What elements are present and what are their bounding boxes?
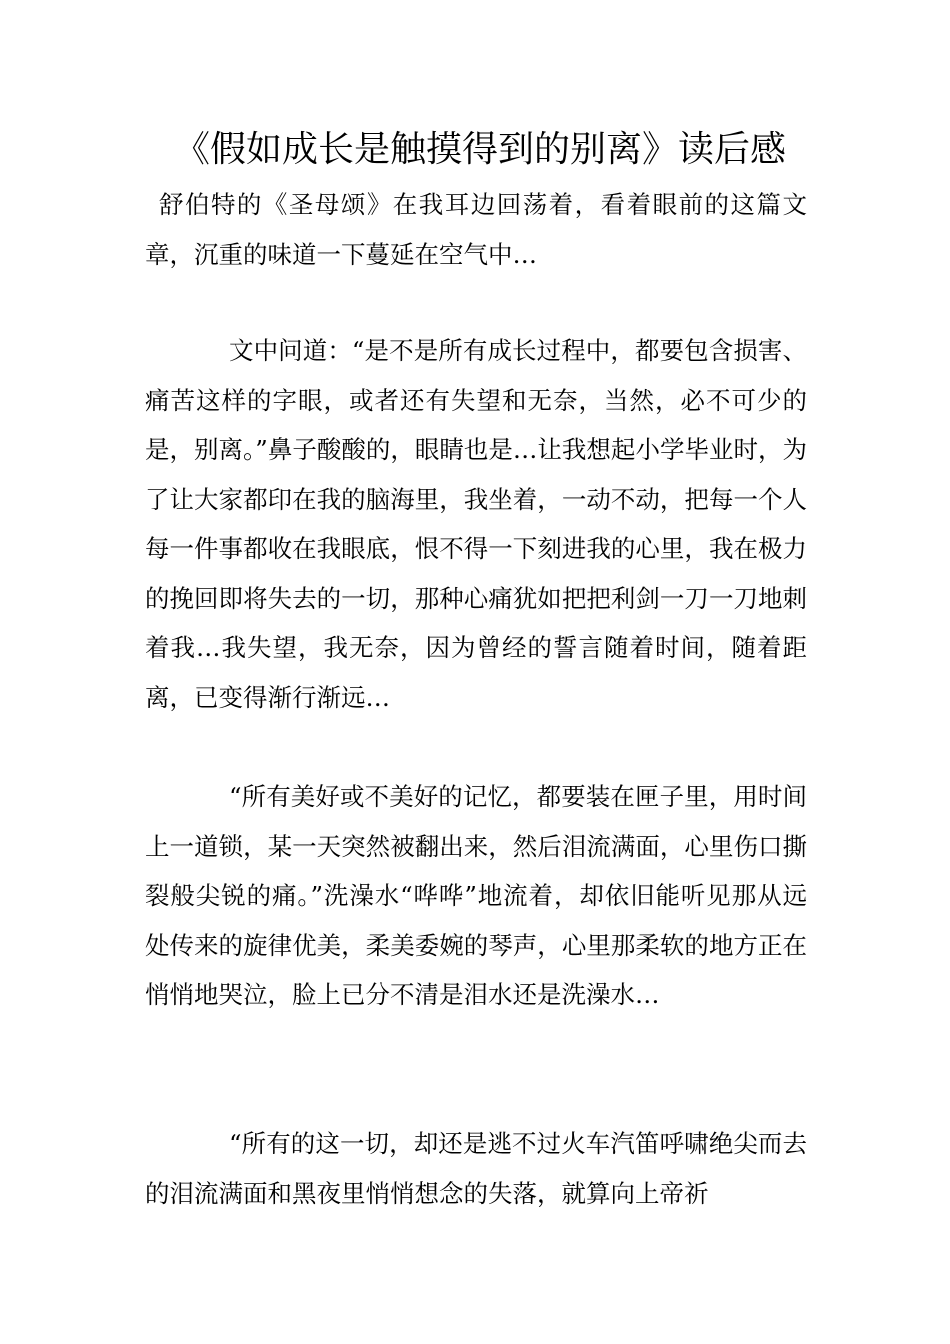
paragraph-3: “所有的这一切，却还是逃不过火车汽笛呼啸绝尖而去的泪流满面和黑夜里悄悄想念的失落，就算向上帝祈 xyxy=(145,1129,807,1208)
document-title: 《假如成长是触摸得到的别离》读后感 xyxy=(173,129,786,170)
paragraph-2: “所有美好或不美好的记忆，都要装在匣子里，用时间上一道锁，某一天突然被翻出来，然后泪流满面，心里伤口撕裂般尖锐的痛。”洗澡水“哗哗”地流着，却依旧能听见那从远处传来的旋律优美，柔美委婉的琴声，心里那柔软的地方正在悄悄地哭泣，脸上已分不清是泪水还是洗澡水… xyxy=(145,782,807,1009)
paragraph-intro: 舒伯特的《圣母颂》在我耳边回荡着，看着眼前的这篇文章，沉重的味道一下蔓延在空气中… xyxy=(145,190,807,269)
paragraph-1: 文中问道：“是不是所有成长过程中，都要包含损害、痛苦这样的字眼，或者还有失望和无奈，当然，必不可少的是，别离。”鼻子酸酸的，眼睛也是…让我想起小学毕业时，为了让大家都印在我的脑海里，我坐着，一动不动，把每一个人每一件事都收在我眼底，恨不得一下刻进我的心里，我在极力的挽回即将失去的一切，那种心痛犹如把把利剑一刀一刀地刺着我…我失望，我无奈，因为曾经的誓言随着时间，随着距离，已变得渐行渐远… xyxy=(145,336,807,712)
